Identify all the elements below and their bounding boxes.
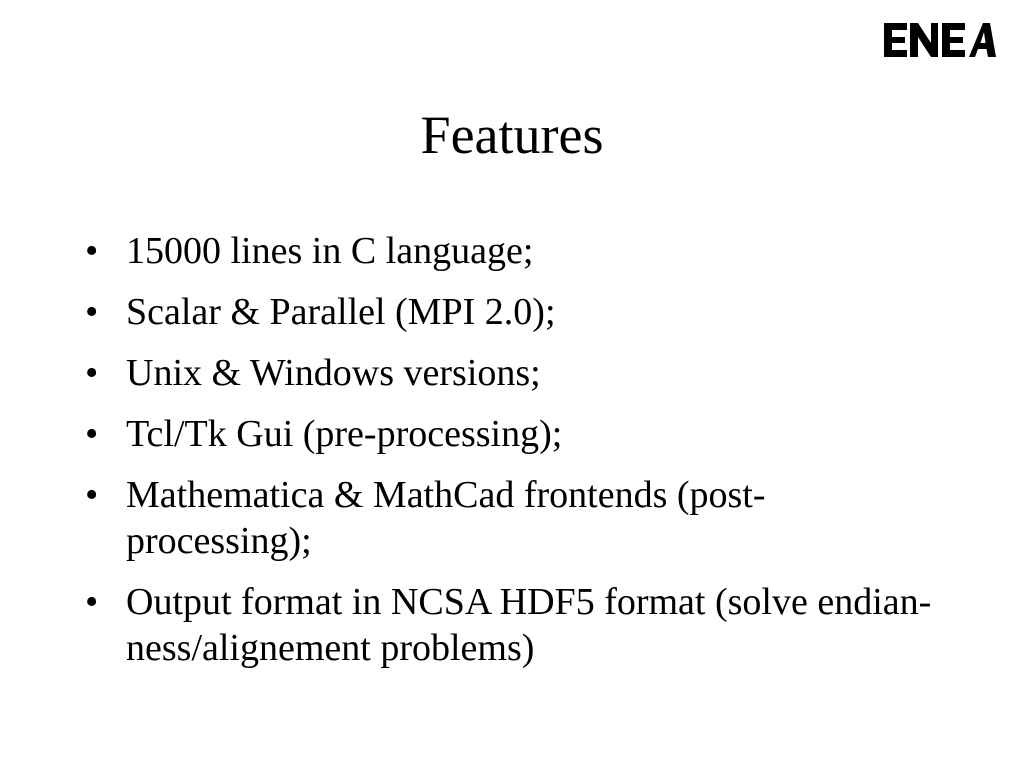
bullet-text: Tcl/Tk Gui (pre-processing);	[126, 413, 563, 455]
list-item	[82, 289, 942, 335]
bullet-text: Output format in NCSA HDF5 format (solve endian-ness/alignement problems)	[126, 581, 932, 669]
bullet-icon: •	[85, 230, 99, 272]
list-item	[82, 228, 942, 274]
enea-logo-mark	[882, 20, 997, 60]
slide-title: Features	[420, 105, 604, 165]
bullet-text: Mathematica & MathCad frontends (post-processing);	[126, 474, 766, 562]
bullet-icon: •	[85, 352, 99, 394]
list-item	[82, 472, 942, 564]
list-item	[82, 411, 942, 457]
bullet-icon: •	[85, 291, 99, 333]
bullet-icon: •	[85, 581, 99, 623]
bullet-text: 15000 lines in C language;	[126, 230, 534, 272]
list-item	[82, 350, 942, 396]
enea-logo	[882, 20, 997, 60]
bullet-text: Scalar & Parallel (MPI 2.0);	[126, 291, 556, 333]
bullet-list	[82, 228, 942, 686]
list-item	[82, 579, 942, 671]
bullet-text: Unix & Windows versions;	[126, 352, 541, 394]
bullet-icon: •	[85, 474, 99, 516]
bullet-icon: •	[85, 413, 99, 455]
